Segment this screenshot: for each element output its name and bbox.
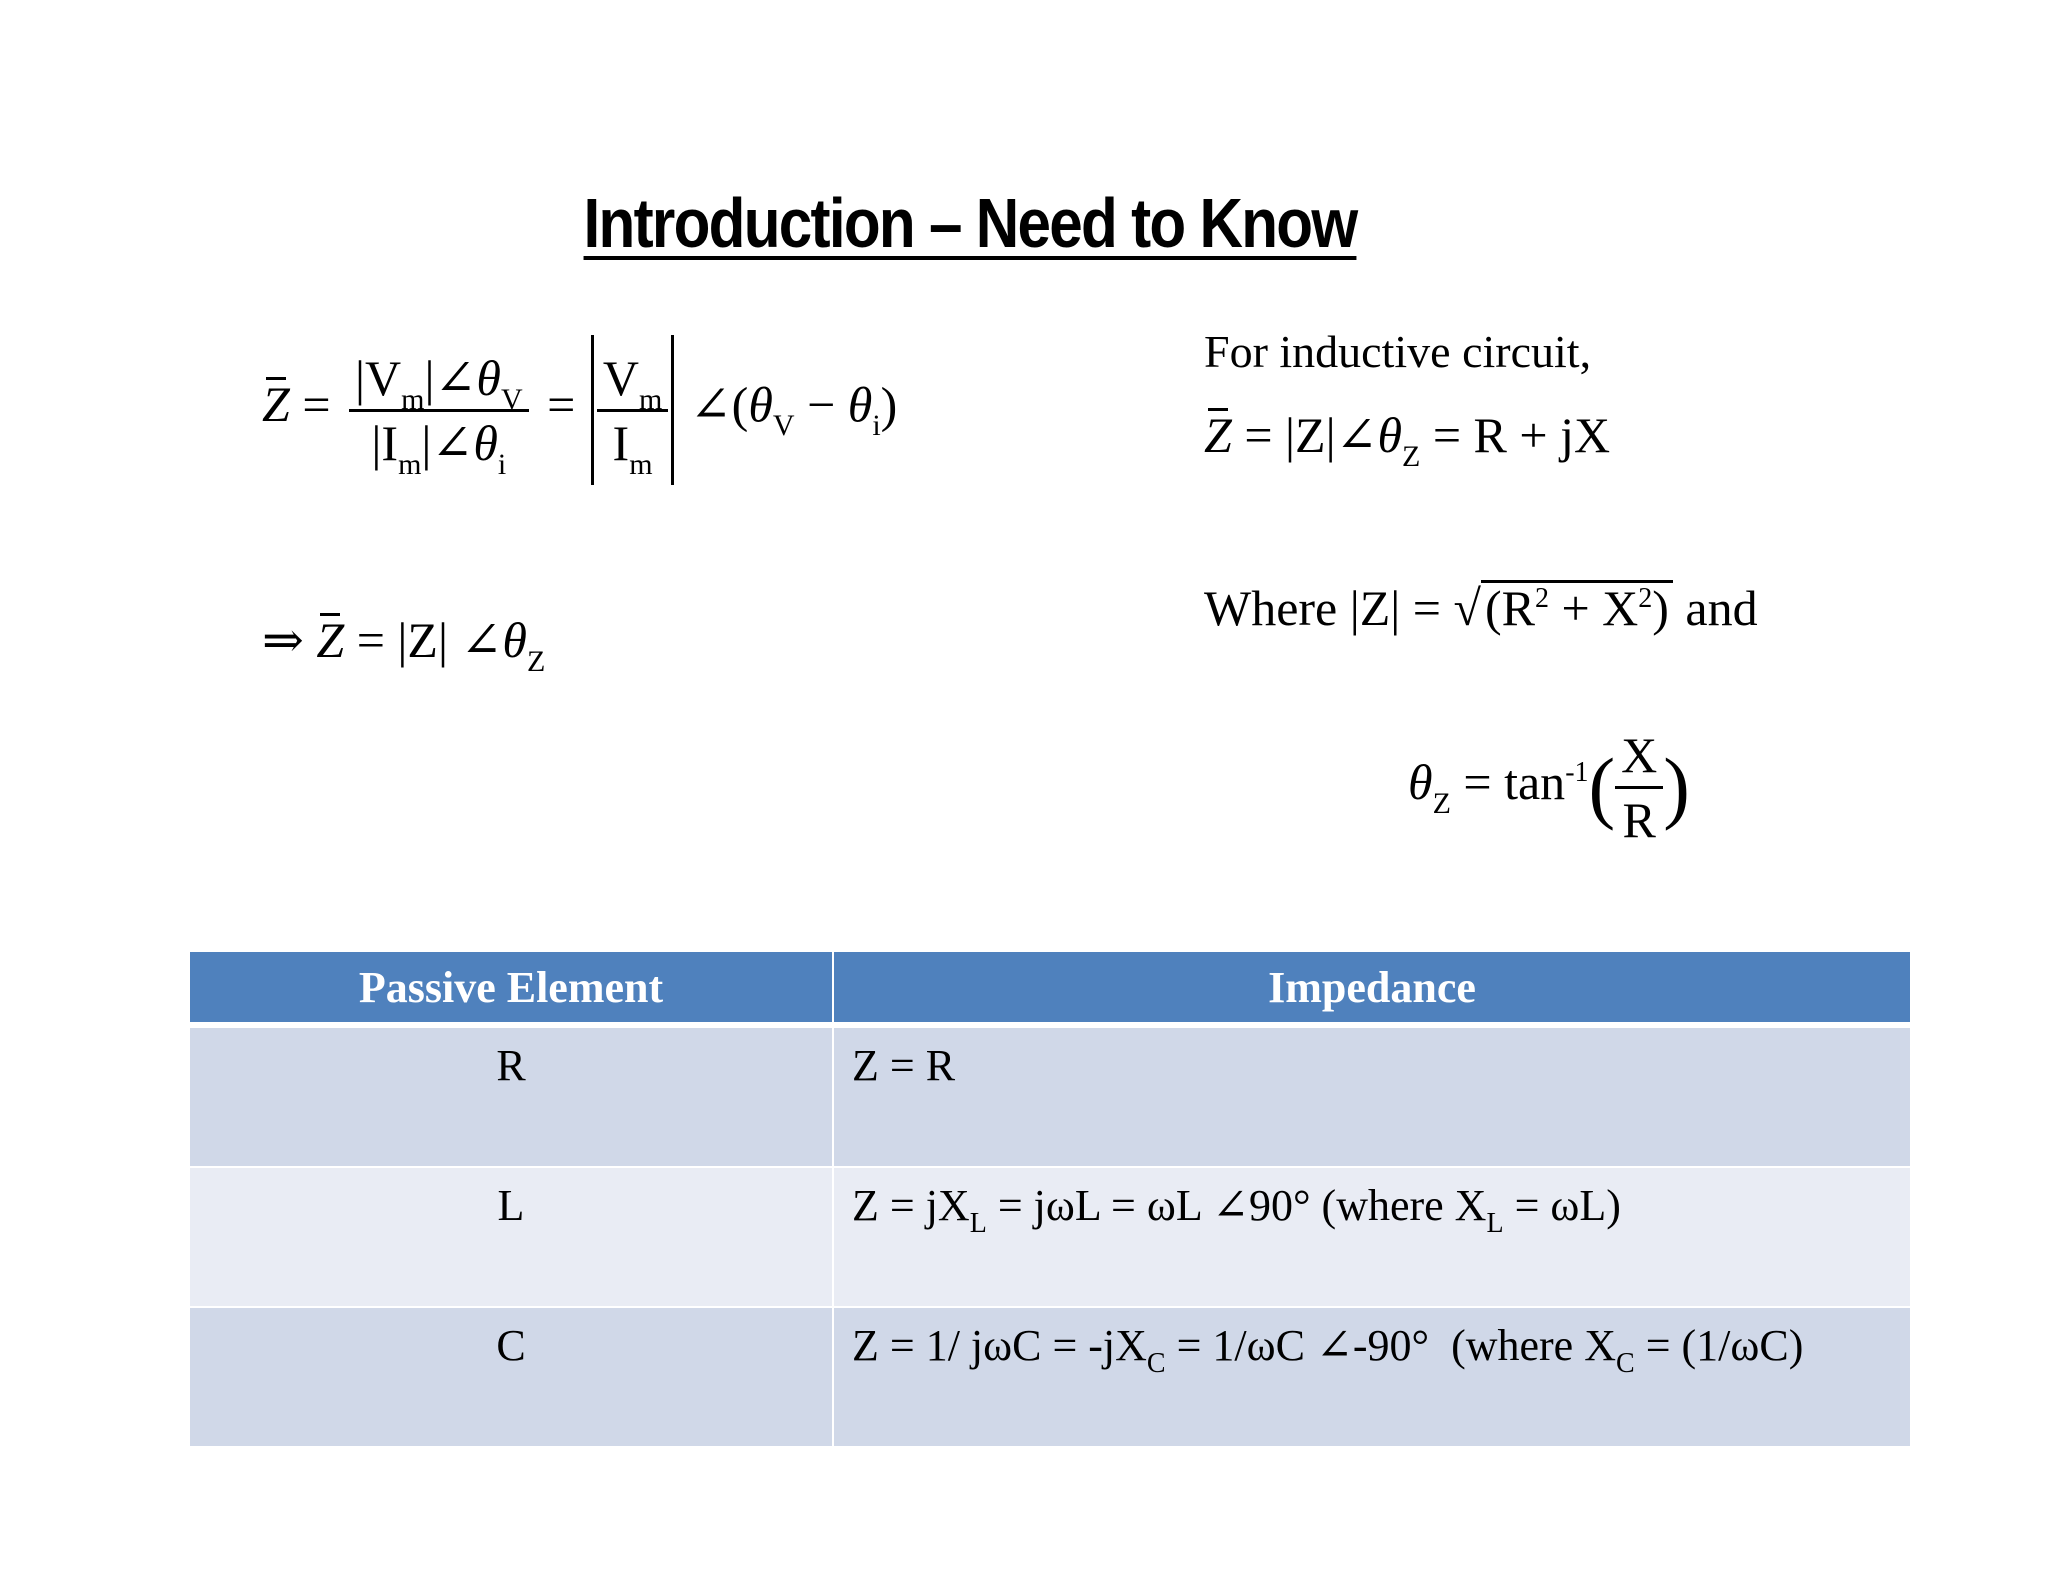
- where-label: Where: [1204, 580, 1338, 636]
- angle-equation: $\theta_Z = \tan^{-1}$( $\frac{X}{R}$ ): [1408, 727, 1690, 848]
- magnitude-equation: Where $|Z| = √(R^2 + X^2)$ and: [1204, 580, 1758, 636]
- rectangular-form-equation: $Z = |Z|\angle\theta_Z = R$ + jX: [1204, 407, 1611, 473]
- impedance-cell: Z = 1/ $j\omega C = -jX_C = 1/\omega C$ ∠-90° (where $X_C = (1/\omega C)$: [833, 1307, 1911, 1447]
- impedance-cell: $Z = jX_L = j\omega L = \omega L$ ∠90° (where $X_L = \omega L$): [833, 1167, 1911, 1307]
- inductive-circuit-label: For inductive circuit,: [1204, 326, 1592, 377]
- header-impedance: Impedance: [833, 951, 1911, 1025]
- impedance-result-equation: ⇒ Z = |Z| $\angle\theta_Z$: [262, 612, 546, 678]
- page-title: Introduction – Need to Know: [583, 184, 1357, 262]
- table-row: [189, 1307, 1911, 1447]
- table-row: [189, 1025, 1911, 1167]
- element-cell: L: [189, 1167, 833, 1307]
- and-label: and: [1685, 580, 1758, 636]
- impedance-definition-equation: Z = $\frac{|V_m|\angle\theta_V}{|I_m|\angle\theta_i}$ = $\frac{V_m}{I_m}$ $\angle(\theta_V - \theta_i)$: [262, 335, 897, 485]
- element-cell: C: [189, 1307, 833, 1447]
- element-cell: R: [189, 1025, 833, 1167]
- header-passive-element: Passive Element: [189, 951, 833, 1025]
- impedance-cell: Z = R: [833, 1025, 1911, 1167]
- table-row: [189, 1167, 1911, 1307]
- impedance-table: [188, 950, 1912, 1448]
